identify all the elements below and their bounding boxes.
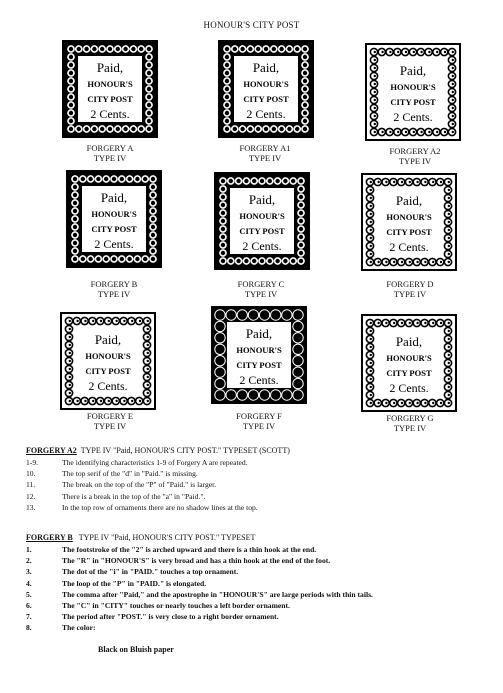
item-number: 7. <box>26 612 32 622</box>
page-title: HONOUR'S CITY POST <box>203 20 300 30</box>
caption-forgery: FORGERY G <box>386 413 434 423</box>
item-text: The "R" in "HONOUR'S" is very broad and has a thin hook at the end of the foot. <box>62 556 331 566</box>
svg-text:2 Cents.: 2 Cents. <box>94 237 134 251</box>
stamp-caption <box>55 411 165 431</box>
svg-text:Paid,: Paid, <box>399 63 427 78</box>
item-number: 13. <box>26 502 36 512</box>
caption-forgery: FORGERY A1 <box>239 143 291 153</box>
item-number: 12. <box>26 491 36 501</box>
svg-text:Paid,: Paid, <box>94 332 122 347</box>
list-item <box>26 600 486 611</box>
svg-text:HONOUR'S: HONOUR'S <box>87 79 133 89</box>
stamp-image-8 <box>211 306 307 404</box>
svg-text:2 Cents.: 2 Cents. <box>393 110 433 124</box>
caption-type: TYPE IV <box>242 421 276 431</box>
item-text: The period after "POST." is very close to a right border ornament. <box>62 612 279 622</box>
svg-text:CITY POST: CITY POST <box>390 97 436 107</box>
item-text: The loop of the "P" in "PAID." is elongated. <box>62 578 207 588</box>
caption-forgery: FORGERY C <box>237 279 285 289</box>
section-heading-a2: FORGERY A2 TYPE IV "Paid, HONOUR'S CITY POST." TYPESET (SCOTT) <box>26 446 290 455</box>
stamp-caption <box>210 143 320 163</box>
svg-text:2 Cents.: 2 Cents. <box>88 379 128 393</box>
list-item <box>26 589 486 600</box>
svg-text:HONOUR'S: HONOUR'S <box>239 211 285 221</box>
svg-text:CITY POST: CITY POST <box>85 366 131 376</box>
stamp-image-2 <box>218 40 314 138</box>
svg-text:Paid,: Paid, <box>395 334 423 349</box>
svg-text:2 Cents.: 2 Cents. <box>239 373 279 387</box>
item-number: 1-9. <box>26 458 39 467</box>
stamp-image-7 <box>60 312 156 410</box>
stamp-caption <box>55 143 165 163</box>
caption-type: TYPE IV <box>97 289 131 299</box>
caption-type: TYPE IV <box>393 289 427 299</box>
item-text: In the top row of ornaments there are no shadow lines at the top. <box>62 502 258 512</box>
list-item <box>26 578 486 589</box>
svg-text:Paid,: Paid, <box>245 326 273 341</box>
svg-text:HONOUR'S: HONOUR'S <box>91 209 137 219</box>
item-text: The footstroke of the "2" is arched upward and there is a thin hook at the end. <box>62 545 317 554</box>
list-item <box>26 457 486 468</box>
item-text: The dot of the "i" in "PAID." touches a top ornament. <box>62 567 239 577</box>
section-forgery-b <box>26 533 486 634</box>
svg-text:HONOUR'S: HONOUR'S <box>85 351 131 361</box>
list-item <box>26 479 486 490</box>
item-text: The top serif of the "d" in "Paid." is missing. <box>62 469 198 479</box>
stamp-caption <box>360 146 470 166</box>
list-item <box>26 611 486 622</box>
svg-text:Paid,: Paid, <box>395 193 423 208</box>
svg-text:2 Cents.: 2 Cents. <box>389 240 429 254</box>
svg-text:2 Cents.: 2 Cents. <box>242 239 282 253</box>
svg-text:CITY POST: CITY POST <box>386 227 432 237</box>
list-item <box>26 544 486 555</box>
item-text: The identifying characteristics 1-9 of Forgery A are repeated. <box>62 458 248 467</box>
stamp-image-4 <box>66 170 162 268</box>
svg-text:CITY POST: CITY POST <box>386 368 432 378</box>
item-number: 5. <box>26 589 32 599</box>
caption-type: TYPE IV <box>93 421 127 431</box>
svg-text:CITY POST: CITY POST <box>239 226 285 236</box>
caption-forgery: FORGERY B <box>90 279 138 289</box>
item-number: 10. <box>26 469 36 479</box>
stamp-image-1 <box>62 40 158 138</box>
svg-text:2 Cents.: 2 Cents. <box>389 381 429 395</box>
item-number: 11. <box>26 480 36 490</box>
list-item <box>26 566 486 577</box>
item-text: The comma after "Paid," and the apostrophe in "HONOUR'S" are large periods with thin tails. <box>62 589 373 599</box>
item-text: The color: <box>62 623 96 633</box>
svg-text:HONOUR'S: HONOUR'S <box>386 353 432 363</box>
svg-text:CITY POST: CITY POST <box>91 224 137 234</box>
svg-text:HONOUR'S: HONOUR'S <box>386 212 432 222</box>
stamp-caption <box>206 279 316 299</box>
stamp-caption <box>204 411 314 431</box>
item-text: The "C" in "CITY" touches or nearly touches a left border ornament. <box>62 601 290 611</box>
item-number: 1. <box>26 545 32 554</box>
svg-text:Paid,: Paid, <box>252 60 280 75</box>
caption-forgery: FORGERY A2 <box>389 146 441 156</box>
caption-forgery: FORGERY D <box>386 279 434 289</box>
svg-text:CITY POST: CITY POST <box>236 360 282 370</box>
paper-color-note: Black on Bluish paper <box>98 645 174 654</box>
item-text: The break on the top of the "P" of "Paid." is larger. <box>62 480 217 490</box>
section-forgery-a2 <box>26 446 486 513</box>
caption-type: TYPE IV <box>244 289 278 299</box>
stamp-image-3 <box>365 43 461 141</box>
svg-text:Paid,: Paid, <box>96 60 124 75</box>
list-item <box>26 491 486 502</box>
svg-text:HONOUR'S: HONOUR'S <box>236 345 282 355</box>
caption-type: TYPE IV <box>93 153 127 163</box>
stamp-caption <box>355 413 465 433</box>
item-number: 8. <box>26 623 32 633</box>
svg-text:2 Cents.: 2 Cents. <box>90 107 130 121</box>
svg-text:Paid,: Paid, <box>100 190 128 205</box>
list-item <box>26 622 486 633</box>
caption-type: TYPE IV <box>398 156 432 166</box>
list-item <box>26 468 486 479</box>
item-number: 2. <box>26 556 32 566</box>
stamp-caption <box>59 279 169 299</box>
caption-forgery: FORGERY F <box>236 411 282 421</box>
list-item <box>26 555 486 566</box>
item-text: There is a break in the top of the "a" in "Paid.". <box>62 491 206 501</box>
svg-text:HONOUR'S: HONOUR'S <box>243 79 289 89</box>
item-number: 4. <box>26 578 32 588</box>
stamp-caption <box>355 279 465 299</box>
svg-text:CITY POST: CITY POST <box>87 94 133 104</box>
caption-type: TYPE IV <box>393 423 427 433</box>
caption-type: TYPE IV <box>248 153 282 163</box>
item-number: 3. <box>26 567 32 577</box>
stamp-image-5 <box>214 172 310 270</box>
svg-text:CITY POST: CITY POST <box>243 94 289 104</box>
item-number: 6. <box>26 601 32 611</box>
stamp-image-6 <box>361 173 457 271</box>
stamp-image-9 <box>361 314 457 412</box>
svg-text:HONOUR'S: HONOUR'S <box>390 82 436 92</box>
svg-text:2 Cents.: 2 Cents. <box>246 107 286 121</box>
section-heading-b: FORGERY B TYPE IV "Paid, HONOUR'S CITY POST." TYPESET <box>26 533 256 542</box>
caption-forgery: FORGERY E <box>86 411 134 421</box>
svg-text:Paid,: Paid, <box>248 192 276 207</box>
caption-forgery: FORGERY A <box>86 143 134 153</box>
list-item <box>26 502 486 513</box>
